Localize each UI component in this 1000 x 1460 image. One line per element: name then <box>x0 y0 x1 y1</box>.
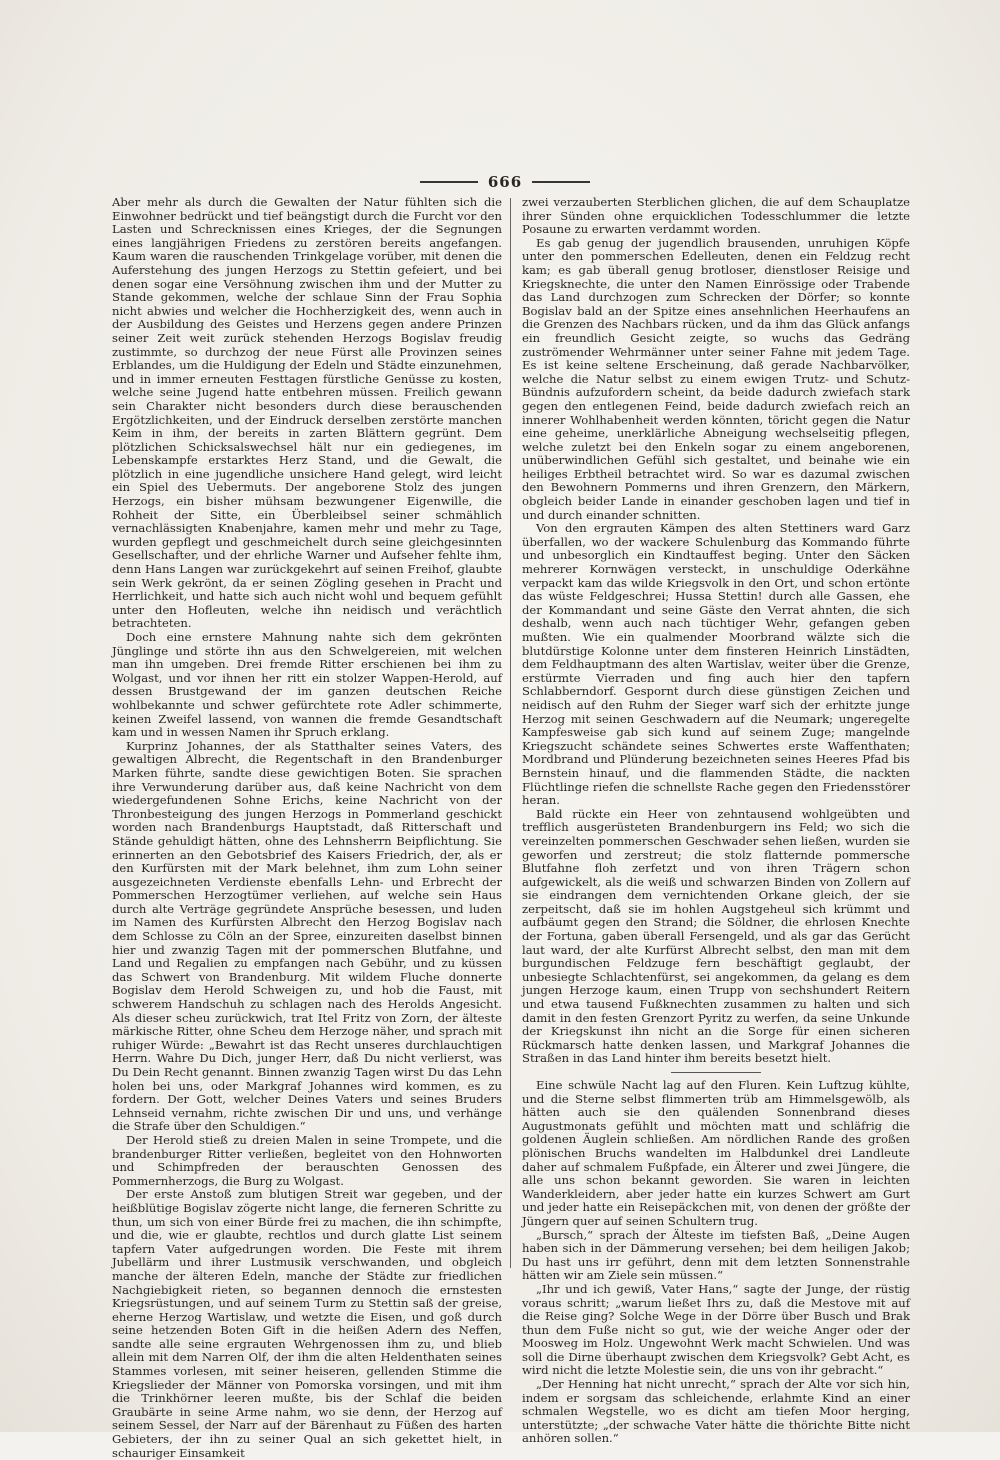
right-paragraph-5: Eine schwüle Nacht lag auf den Fluren. Kein Luftzug kühlte, und die Sterne selbst flimmerten trüb am Himmelsgewölb, als hätten auch sie den quälenden Sonnenbrand dieses Augustmonats gefühlt und möchten matt und schläfrig die goldenen Äuglein schließen. Am nördlichen Rande des großen plönischen Bruchs wandelten im Halbdunkel drei Landleute daher auf schmalem Fußpfade, ein Älterer und zwei Jüngere, die alle uns schon bekannt geworden. Sie waren in leichten Wanderkleidern, aber jeder hatte ein kurzes Schwert am Gurt und jeder hatte ein Reisepäckchen mit, von denen der größte der Jüngern quer auf seinen Schultern trug. <box>522 1078 910 1228</box>
header-rule-left <box>420 181 478 183</box>
left-paragraph-1: Aber mehr als durch die Gewalten der Natur fühlten sich die Einwohner bedrückt und tief beängstigt durch die Furcht vor den Lasten und Schrecknissen eines Krieges, der die Segnungen eines langjährigen Friedens zu zerstören bereits angefangen. Kaum waren die rauschenden Trinkgelage vorüber, mit denen die Auferstehung des jungen Herzogs zu Stettin gefeiert, und bei denen sogar eine Versöhnung zwischen ihm und der Mutter zu Stande gekommen, welche der schlaue Sinn der Frau Sophia nicht abwies und welcher die Hochherzigkeit des, wenn auch in der Ausbildung des Geistes und Herzens gegen andere Prinzen seiner Zeit weit zurück stehenden Herzogs Bogislav freudig zustimmte, so durchzog der neue Fürst alle Provinzen seines Erblandes, um die Huldigung der Edeln und Städte einzunehmen, und in immer erneuten Festtagen fürstliche Genüsse zu kosten, welche seine Jugend hatte entbehren müssen. Freilich gewann sein Charakter nicht besonders durch diese berauschenden Ergötzlichkeiten, und der Eindruck derselben zerstörte manchen Keim in ihm, der bereits in zarten Blättern gegrünt. Dem plötzlichen Schicksalswechsel hält nur ein gediegenes, im Lebenskampfe erstarktes Herz Stand, und die Gewalt, die plötzlich in eine jugendliche unsichere Hand gelegt, wird leicht ein Spiel des Uebermuts. Der angeborene Stolz des jungen Herzogs, ein bisher mühsam bezwungener Eigenwille, die Rohheit der Sitte, ein Überbleibsel seiner schmählich vernachlässigten Knabenjahre, kamen mehr und mehr zu Tage, wurden gepflegt und geschmeichelt durch seine gleichgesinnten Gesellschafter, und der ehrliche Warner und Aufseher fehlte ihm, denn Hans Langen war zurückgekehrt auf seinen Freihof, glaubte sein Werk gekrönt, da er seinen Zögling gesehen in Pracht und Herrlichkeit, und hatte sich auch nicht wohl und bequem gefühlt unter den Hofleuten, welche ihn neidisch und verächtlich betrachteten. <box>112 195 502 631</box>
left-paragraph-3: Kurprinz Johannes, der als Statthalter seines Vaters, des gewaltigen Albrecht, die Regentschaft in den Brandenburger Marken führte, sandte diese gewichtigen Boten. Sie sprachen ihre Verwunderung darüber aus, daß keine Nachricht von dem wiedergefundenen Sohne Erichs, keine Nachricht von der Thronbesteigung des jungen Herzogs in Pommerland geschickt worden nach Brandenburgs Hauptstadt, daß Ritterschaft und Stände gehuldigt hätten, ohne des Lehnsherrn Beipflichtung. Sie erinnerten an den Gebotsbrief des Kaisers Friedrich, der, als er den Kurfürsten mit der Mark belehnet, ihm zum Lohn seiner ausgezeichneten Verdienste ebenfalls Lehn- und Erbrecht der Pommerschen Herzogtümer verliehen, auf welche sein Haus durch alte Verträge gegründete Ansprüche besessen, und luden im Namen des Kurfürsten Albrecht den Herzog Bogislav nach dem Schlosse zu Cöln an der Spree, einzureiten daselbst binnen hier und zwanzig Tagen mit der pommerschen Blutfahne, und Land und Regalien zu empfangen nach Gebühr, und zu küssen das Schwert von Brandenburg. Mit wildem Fluche donnerte Bogislav dem Herold Schweigen zu, und hob die Faust, mit schwerem Handschuh zu schlagen nach des Herolds Angesicht. Als dieser scheu zurückwich, trat Itel Fritz von Zorn, der älteste märkische Ritter, ohne Scheu dem Herzoge näher, und sprach mit ruhiger Würde: „Bewahrt ist das Recht unseres durchlauchtigen Herrn. Wahre Du Dich, junger Herr, daß Du nicht verlierst, was Du Dein Recht genannt. Binnen zwanzig Tagen wirst Du das Lehn holen bei uns, oder Markgraf Johannes wird kommen, es zu fordern. Der Gott, welcher Deines Vaters und seines Bruders Lehnseid vernahm, richte zwischen Dir und uns, und verhänge die Strafe über den Schuldigen.“ <box>112 738 502 1134</box>
right-paragraph-2: Es gab genug der jugendlich brausenden, unruhigen Köpfe unter den pommerschen Edelleuten, denen ein Feldzug recht kam; es gab überall genug brotloser, dienstloser Reisige und Kriegsknechte, die unter den Namen Einrössige oder Trabende das Land durchzogen zum Schrecken der Dörfer; so konnte Bogislav bald an der Spitze eines ansehnlichen Heerhaufens an die Grenzen des Nachbars rücken, und da ihm das Glück anfangs ein freundlich Gesicht zeigte, so wuchs das Gedräng zuströmender Wehrmänner unter seiner Fahne mit jedem Tage. Es ist keine seltene Erscheinung, daß gerade Nachbarvölker, welche die Natur selbst zu einem ewigen Trutz- und Schutz-Bündnis aufzufordern scheint, da beide dadurch zwiefach stark gegen den entlegenen Feind, beide dadurch zwiefach reich an innerer Wohlhabenheit werden könnten, töricht gegen die Natur eine geheime, unerklärliche Abneigung wechselseitig pflegen, welche zuletzt bei den Enkeln sogar zu einem angeborenen, unüberwindlichen Gefühl sich gestaltet, und beinahe wie ein heiliges Erbtheil betrachtet wird. So war es dazumal zwischen den Bewohnern Pommerns und ihren Grenzern, den Märkern, obgleich beider Lande in einander geschoben lagen und tief in und durch einander schnitten. <box>522 235 910 522</box>
right-column <box>522 195 910 1446</box>
page-header <box>110 170 900 194</box>
section-separator <box>671 1072 761 1073</box>
header-rule-right <box>532 181 590 183</box>
left-column <box>112 195 502 1460</box>
right-paragraph-6: „Bursch,“ sprach der Älteste im tiefsten Baß, „Deine Augen haben sich in der Dämmerung versehen; bei dem heiligen Jakob; Du hast uns irr geführt, denn mit dem letzten Sonnenstrahle hätten wir am Ziele sein müssen.“ <box>522 1227 910 1283</box>
right-paragraph-7: „Ihr und ich gewiß, Vater Hans,“ sagte der Junge, der rüstig voraus schritt; „warum ließet Ihrs zu, daß die Mestove mit auf die Reise ging? Solche Wege in der Dörre über Busch und Brak thun dem Fuße nicht so gut, wie der weiche Anger oder der Moosweg im Holz. Ungewohnt Werk macht Schwielen. Und was soll die Dirne überhaupt zwischen dem Kriegsvolk? Gebt Acht, es wird nicht die letzte Molestie sein, die uns von ihr gebracht.“ <box>522 1281 910 1378</box>
right-paragraph-8: „Der Henning hat nicht unrecht,“ sprach der Alte vor sich hin, indem er sorgsam das schleichende, erlahmte Kind an einer schmalen Wegstelle, wo es dicht am tiefen Moor herging, unterstützte; „der schwache Vater hätte die thörichte Bitte nicht anhören sollen.“ <box>522 1377 910 1446</box>
left-paragraph-4: Der Herold stieß zu dreien Malen in seine Trompete, und die brandenburger Ritter verließen, begleitet von den Hohnworten und Schimpfreden der berauschten Genossen des Pommernherzogs, die Burg zu Wolgast. <box>112 1132 502 1188</box>
left-paragraph-2: Doch eine ernstere Mahnung nahte sich dem gekrönten Jünglinge und störte ihn aus den Schwelgereien, mit welchen man ihn umgeben. Drei fremde Ritter erschienen bei ihm zu Wolgast, und vor ihnen her ritt ein stolzer Wappen-Herold, auf dessen Brustgewand der im ganzen deutschen Reiche wohlbekannte und schwer gefürchtete rote Adler schimmerte, keinen Zweifel lassend, von wannen die fremde Gesandtschaft kam und in wessen Namen ihr Spruch erklang. <box>112 630 502 740</box>
right-paragraph-3: Von den ergrauten Kämpen des alten Stettiners ward Garz überfallen, wo der wackere Schulenburg das Kommando führte und unbesorglich ein Kindtauffest beging. Unter den Säcken mehrerer Kornwägen versteckt, in unschuldige Oderkähne verpackt kam das wilde Kriegsvolk in den Ort, und schon ertönte das wüste Feldgeschrei; Hussa Stettin! durch alle Gassen, ehe der Kommandant und seine Gäste den Verrat ahnten, die sich deshalb, wenn auch nach tüchtiger Wehr, gefangen geben mußten. Wie ein qualmender Moorbrand wälzte sich die blutdürstige Kolonne unter dem finsteren Heinrich Linstädten, dem Feldhauptmann des alten Wartislav, weiter über die Grenze, erstürmte Vierraden und fing auch hier den tapfern Schlabberndorf. Gespornt durch diese günstigen Zeichen und neidisch auf den Ruhm der Sieger warf sich der erhitzte junge Herzog mit seinen Geschwadern auf die Neumark; ungeregelte Kampfesweise gab sich kund auf seinem Zuge; mangelnde Kriegszucht schändete seines Schwertes erste Waffenthaten; Mordbrand und Plünderung bezeichneten seines Heeres Pfad bis Bernstein hinauf, und die flammenden Städte, die nackten Flüchtlinge riefen die schnellste Rache gegen den Friedensstörer heran. <box>522 521 910 808</box>
right-paragraph-1: zwei verzauberten Sterblichen glichen, die auf dem Schauplatze ihrer Sünden ohne erquicklichen Todesschlummer die letzte Posaune zu erwarten verdammt worden. <box>522 195 910 237</box>
page-number: 666 <box>487 173 523 191</box>
left-paragraph-5: Der erste Anstoß zum blutigen Streit war gegeben, und der heißblütige Bogislav zögerte nicht lange, die ferneren Schritte zu thun, um sich von einer Bürde frei zu machen, die ihn schimpfte, und die, wie er glaubte, rechtlos und durch glatte List seinem tapfern Vater aufgedrungen worden. Die Feste mit ihrem Jubellärm und ihrer Lustmusik verschwanden, und obgleich manche der älteren Edeln, manche der Städte zur friedlichen Nachgiebigkeit rieten, so begannen dennoch die ernstesten Kriegsrüstungen, und auf seinem Turm zu Stettin saß der greise, eherne Herzog Wartislaw, und wetzte die Eisen, und goß durch seine hetzenden Boten Gift in die heißen Adern des Neffen, sandte alle seine ergrauten Wehrgenossen ihm zu, und blieb allein mit dem Narren Olf, der ihm die alten Heldenthaten seines Stammes vorlesen, mit seiner heiseren, gellenden Stimme die Kriegslieder der Männer von Pomorska vorsingen, und mit ihm die Trinkhörner leeren mußte, bis der Schlaf die beiden Graubärte in seine Arme nahm, wo sie denn, der Herzog auf seinem Sessel, der Narr auf der Bärenhaut zu Füßen des harten Gebieters, der ihn zu seiner Qual an sich gekettet hielt, in schauriger Einsamkeit <box>112 1187 502 1460</box>
right-paragraph-4: Bald rückte ein Heer von zehntausend wohlgeübten und trefflich ausgerüsteten Brandenburgern ins Feld; wo sich die vereinzelten pommerschen Geschwader sehen ließen, wurden sie geworfen und zerstreut; die stolz flatternde pommersche Blutfahne floh zerfetzt und von ihren Trägern schon aufgewickelt, als die weiß und schwarzen Binden von Zollern auf sie eindrangen dem vernichtenden Orkane gleich, der sie zerpeitscht, daß sie im hohlen Augstgeheul sich krümmt und aufbäumt gegen den Strand; die Söldner, die ehrlosen Knechte der Fortuna, gaben überall Fersengeld, und als gar das Gerücht laut ward, der alte Kurfürst Albrecht selbst, den man mit dem burgundischen Feldzuge fern beschäftigt geglaubt, der unbesiegte Schlachtenfürst, sei angekommen, da gelang es dem jungen Herzoge kaum, einen Trupp von sechshundert Reitern und etwa tausend Fußknechten zusammen zu halten und sich damit in den festen Grenzort Pyritz zu werfen, da seine Unkunde der Kriegskunst ihn nicht an die Sorge für einen sicheren Rückmarsch hatte denken lassen, und Markgraf Johannes die Straßen in das Land hinter ihm bereits besetzt hielt. <box>522 806 910 1066</box>
column-divider <box>510 198 511 1268</box>
